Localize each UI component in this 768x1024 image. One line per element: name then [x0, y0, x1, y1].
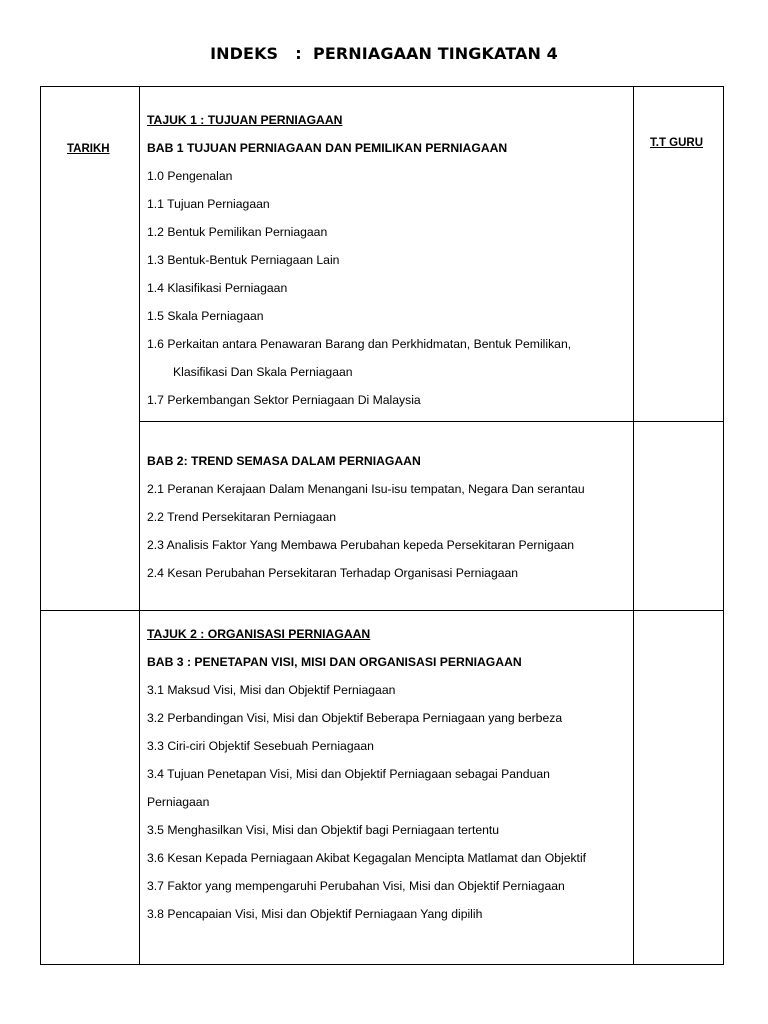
- table-border-bottom: [40, 964, 724, 965]
- topic-heading: TAJUK 1 : TUJUAN PERNIAGAAN: [147, 113, 343, 127]
- topic-heading: TAJUK 2 : ORGANISASI PERNIAGAAN: [147, 627, 371, 641]
- date-column-header: TARIKH: [67, 143, 110, 155]
- list-item: 2.1 Peranan Kerajaan Dalam Menangani Isu-isu tempatan, Negara Dan serantau: [147, 482, 585, 496]
- column-divider-date: [139, 86, 140, 965]
- list-item: 1.3 Bentuk-Bentuk Perniagaan Lain: [147, 253, 340, 267]
- row-divider-1: [140, 421, 724, 422]
- list-item: 1.1 Tujuan Perniagaan: [147, 197, 270, 211]
- list-item: 3.2 Perbandingan Visi, Misi dan Objektif Beberapa Perniagaan yang berbeza: [147, 711, 563, 725]
- page-title: INDEKS : PERNIAGAAN TINGKATAN 4: [210, 44, 558, 63]
- list-item-continuation: Perniagaan: [147, 795, 210, 809]
- list-item: 2.3 Analisis Faktor Yang Membawa Perubahan kepeda Persekitaran Pernigaan: [147, 538, 575, 552]
- list-item: 3.8 Pencapaian Visi, Misi dan Objektif Perniagaan Yang dipilih: [147, 907, 483, 921]
- list-item: 2.2 Trend Persekitaran Perniagaan: [147, 510, 337, 524]
- list-item: 1.6 Perkaitan antara Penawaran Barang dan Perkhidmatan, Bentuk Pemilikan,: [147, 337, 572, 351]
- list-item: 3.1 Maksud Visi, Misi dan Objektif Perniagaan: [147, 683, 396, 697]
- chapter-heading: BAB 2: TREND SEMASA DALAM PERNIAGAAN: [147, 454, 421, 468]
- row-divider-2: [40, 610, 724, 611]
- signature-column-header: T.T GURU: [650, 137, 704, 149]
- list-item: 3.6 Kesan Kepada Perniagaan Akibat Kegagalan Mencipta Matlamat dan Objektif: [147, 851, 587, 865]
- list-item: 3.7 Faktor yang mempengaruhi Perubahan Visi, Misi dan Objektif Perniagaan: [147, 879, 565, 893]
- list-item-continuation: Klasifikasi Dan Skala Perniagaan: [173, 365, 353, 379]
- chapter-heading: BAB 3 : PENETAPAN VISI, MISI DAN ORGANISASI PERNIAGAAN: [147, 655, 522, 669]
- table-border-right: [723, 86, 724, 965]
- list-item: 3.4 Tujuan Penetapan Visi, Misi dan Objektif Perniagaan sebagai Panduan: [147, 767, 550, 781]
- column-divider-sign: [633, 86, 634, 965]
- list-item: 3.3 Ciri-ciri Objektif Sesebuah Perniagaan: [147, 739, 374, 753]
- list-item: 1.0 Pengenalan: [147, 169, 233, 183]
- list-item: 1.7 Perkembangan Sektor Perniagaan Di Malaysia: [147, 393, 421, 407]
- table-border-left: [40, 86, 41, 965]
- list-item: 1.4 Klasifikasi Perniagaan: [147, 281, 288, 295]
- table-border-top: [40, 86, 724, 87]
- list-item: 2.4 Kesan Perubahan Persekitaran Terhadap Organisasi Perniagaan: [147, 566, 519, 580]
- list-item: 1.5 Skala Perniagaan: [147, 309, 264, 323]
- list-item: 1.2 Bentuk Pemilikan Perniagaan: [147, 225, 328, 239]
- list-item: 3.5 Menghasilkan Visi, Misi dan Objektif bagi Perniagaan tertentu: [147, 823, 500, 837]
- chapter-heading: BAB 1 TUJUAN PERNIAGAAN DAN PEMILIKAN PERNIAGAAN: [147, 141, 508, 155]
